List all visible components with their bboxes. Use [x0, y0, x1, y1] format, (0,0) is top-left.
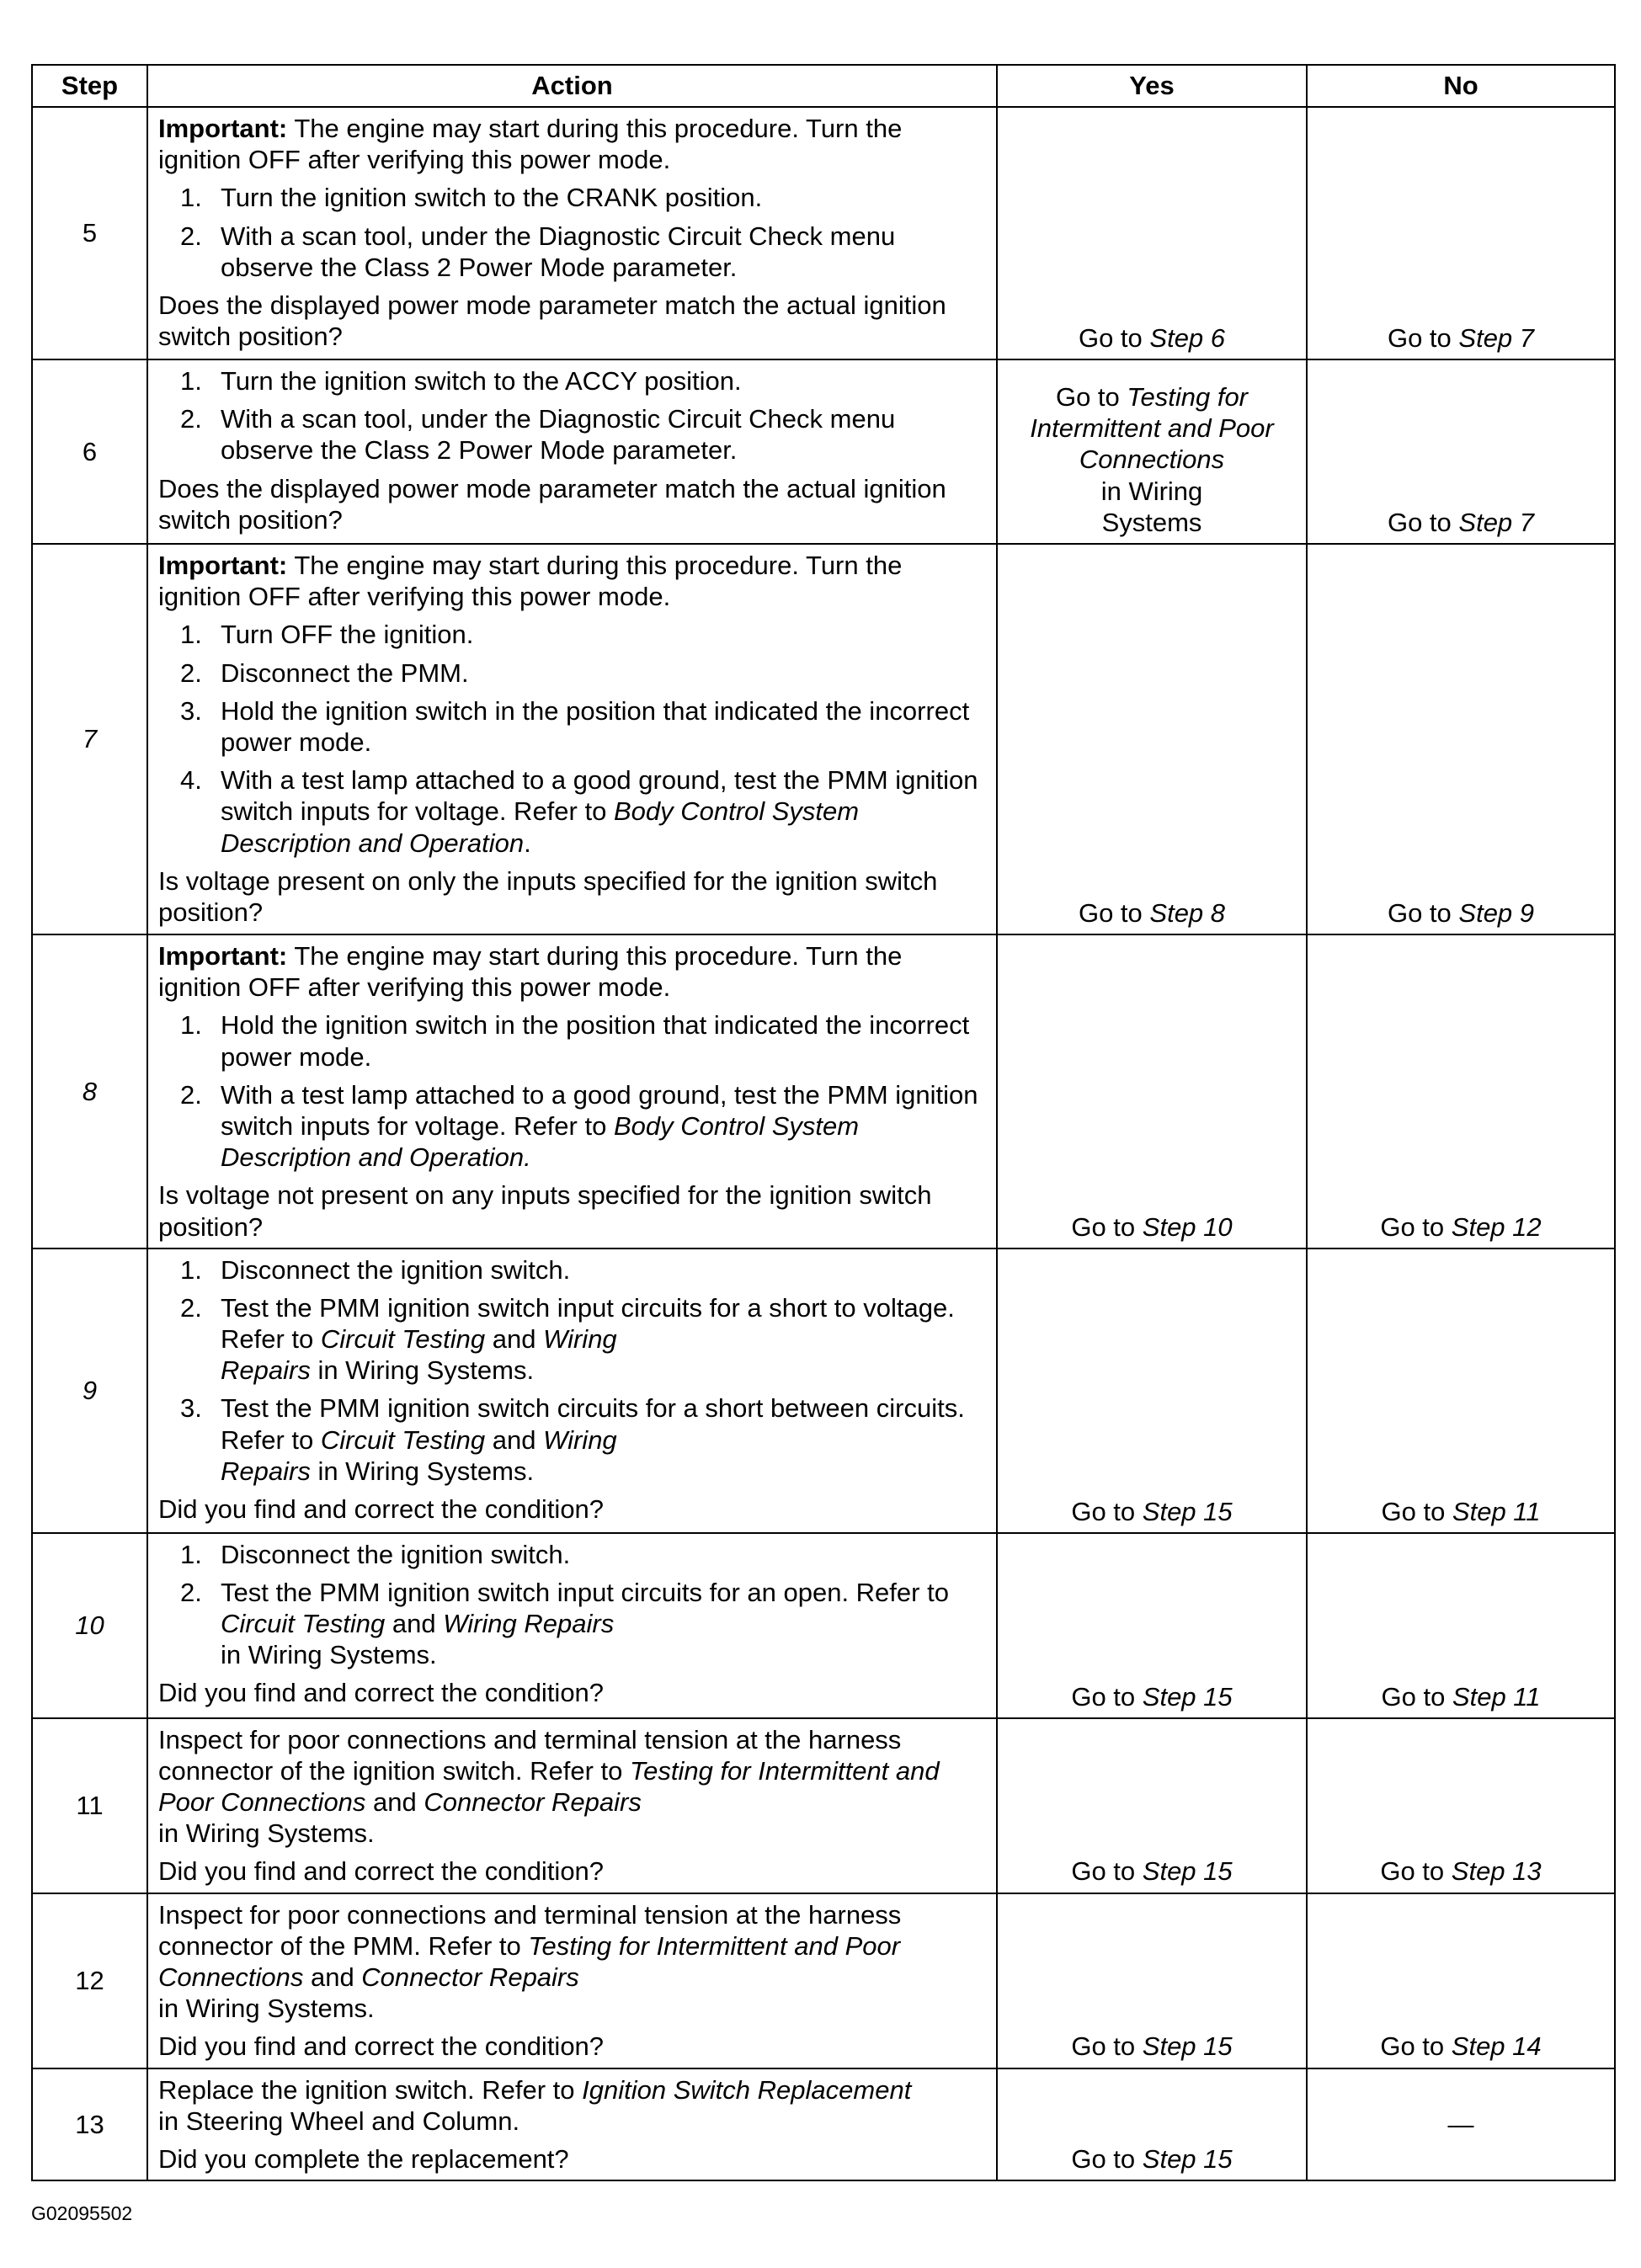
diagnostic-table: [31, 64, 1616, 2181]
step-instruction: Inspect for poor connections and terminal tension at the harness connector of the ignition switch. Refer to Testing for Intermittent and Poor Connections and Connector Repairs in Wiring Systems.: [158, 1724, 940, 1849]
yes-result[interactable]: Go to Step 15: [997, 1533, 1307, 1718]
yes-result[interactable]: Go to Step 15: [997, 1718, 1307, 1893]
step-action: [147, 359, 997, 544]
step-number: 8: [32, 934, 147, 1248]
yes-result[interactable]: Go to Step 8: [997, 544, 1307, 934]
step-number: 13: [32, 2068, 147, 2181]
step-question: Is voltage not present on any inputs specified for the ignition switch position?: [158, 1180, 932, 1242]
step-question: Does the displayed power mode parameter match the actual ignition switch position?: [158, 473, 946, 535]
step-question: Did you find and correct the condition?: [158, 2031, 605, 2062]
action-item: 2. Test the PMM ignition switch input circuits for a short to voltage. Refer to Circuit Testing and Wiring Repairs in Wiring Systems.: [180, 1292, 955, 1386]
action-item: 2. With a scan tool, under the Diagnostic Circuit Check menu observe the Class 2 Power Mode parameter.: [180, 221, 896, 282]
step-action: [147, 1533, 997, 1718]
step-question: Did you find and correct the condition?: [158, 1494, 605, 1524]
step-number: 5: [32, 107, 147, 359]
action-item: 3. Test the PMM ignition switch circuits for a short between circuits. Refer to Circuit Testing and Wiring Repairs in Wiring Systems.: [180, 1393, 965, 1486]
step-row-6: [32, 359, 1615, 544]
no-result[interactable]: Go to Step 13: [1307, 1718, 1615, 1893]
step-question: Did you find and correct the condition?: [158, 1678, 605, 1708]
step-question: Is voltage present on only the inputs specified for the ignition switch position?: [158, 865, 938, 927]
action-item: 1. Turn the ignition switch to the ACCY position.: [180, 366, 742, 396]
figure-reference: G02095502: [31, 2202, 133, 2224]
step-question: Did you find and correct the condition?: [158, 1856, 605, 1887]
step-instruction: Replace the ignition switch. Refer to Ignition Switch Replacement in Steering Wheel and Column.: [158, 2074, 912, 2136]
step-row-9: [32, 1248, 1615, 1533]
step-row-10: [32, 1533, 1615, 1718]
header-row: [32, 65, 1615, 107]
step-row-7: [32, 544, 1615, 934]
yes-result[interactable]: Go to Step 15: [997, 1893, 1307, 2068]
step-number: 11: [32, 1718, 147, 1893]
step-action: [147, 1248, 997, 1533]
header-step: Step: [32, 65, 147, 107]
action-item: 1. Hold the ignition switch in the position that indicated the incorrect power mode.: [180, 1010, 970, 1072]
action-item: 2. Test the PMM ignition switch input circuits for an open. Refer to Circuit Testing and Wiring Repairs in Wiring Systems.: [180, 1577, 949, 1670]
no-result[interactable]: Go to Step 14: [1307, 1893, 1615, 2068]
step-instruction: Inspect for poor connections and terminal tension at the harness connector of the PMM. Refer to Testing for Intermittent and Poor Connections and Connector Repairs in Wiring Systems.: [158, 1899, 902, 2024]
step-action: [147, 934, 997, 1248]
important-note: Important: The engine may start during this procedure. Turn the ignition OFF after verifying this power mode.: [158, 941, 903, 1003]
action-item: 1. Disconnect the ignition switch.: [180, 1539, 571, 1569]
step-number: 7: [32, 544, 147, 934]
action-item: 1. Disconnect the ignition switch.: [180, 1254, 571, 1285]
no-result[interactable]: Go to Step 11: [1307, 1248, 1615, 1533]
no-result[interactable]: Go to Step 11: [1307, 1533, 1615, 1718]
yes-result[interactable]: Go to Step 15: [997, 2068, 1307, 2181]
important-note: Important: The engine may start during this procedure. Turn the ignition OFF after verifying this power mode.: [158, 114, 903, 175]
header-action: Action: [147, 65, 997, 107]
step-question: Did you complete the replacement?: [158, 2143, 569, 2174]
step-number: 9: [32, 1248, 147, 1533]
no-result[interactable]: Go to Step 12: [1307, 934, 1615, 1248]
action-item: 2. With a test lamp attached to a good ground, test the PMM ignition switch inputs for voltage. Refer to Body Control System Description and Operation.: [180, 1079, 978, 1173]
step-question: Does the displayed power mode parameter match the actual ignition switch position?: [158, 290, 946, 352]
header-no: No: [1307, 65, 1615, 107]
step-number: 12: [32, 1893, 147, 2068]
no-result: —: [1307, 2068, 1615, 2181]
action-item: 3. Hold the ignition switch in the position that indicated the incorrect power mode.: [180, 695, 970, 757]
yes-result[interactable]: Go to Step 6: [997, 107, 1307, 359]
yes-result[interactable]: Go to Testing for Intermittent and Poor Connections in Wiring Systems: [997, 359, 1307, 544]
step-row-8: [32, 934, 1615, 1248]
step-action: [147, 1893, 997, 2068]
step-action: [147, 2068, 997, 2181]
important-note: Important: The engine may start during this procedure. Turn the ignition OFF after verifying this power mode.: [158, 551, 903, 612]
action-item: 2. With a scan tool, under the Diagnostic Circuit Check menu observe the Class 2 Power Mode parameter.: [180, 404, 896, 466]
yes-result[interactable]: Go to Step 10: [997, 934, 1307, 1248]
action-item: 4. With a test lamp attached to a good ground, test the PMM ignition switch inputs for voltage. Refer to Body Control System Description and Operation.: [180, 765, 978, 858]
no-result[interactable]: Go to Step 7: [1307, 359, 1615, 544]
step-action: [147, 544, 997, 934]
step-row-5: [32, 107, 1615, 359]
header-yes: Yes: [997, 65, 1307, 107]
no-result[interactable]: Go to Step 9: [1307, 544, 1615, 934]
step-action: [147, 107, 997, 359]
action-item: 1. Turn OFF the ignition.: [180, 620, 474, 650]
step-number: 6: [32, 359, 147, 544]
step-row-12: [32, 1893, 1615, 2068]
step-action: [147, 1718, 997, 1893]
yes-result[interactable]: Go to Step 15: [997, 1248, 1307, 1533]
action-item: 1. Turn the ignition switch to the CRANK position.: [180, 183, 763, 213]
action-item: 2. Disconnect the PMM.: [180, 658, 469, 688]
no-result[interactable]: Go to Step 7: [1307, 107, 1615, 359]
step-number: 10: [32, 1533, 147, 1718]
step-row-13: [32, 2068, 1615, 2181]
step-row-11: [32, 1718, 1615, 1893]
